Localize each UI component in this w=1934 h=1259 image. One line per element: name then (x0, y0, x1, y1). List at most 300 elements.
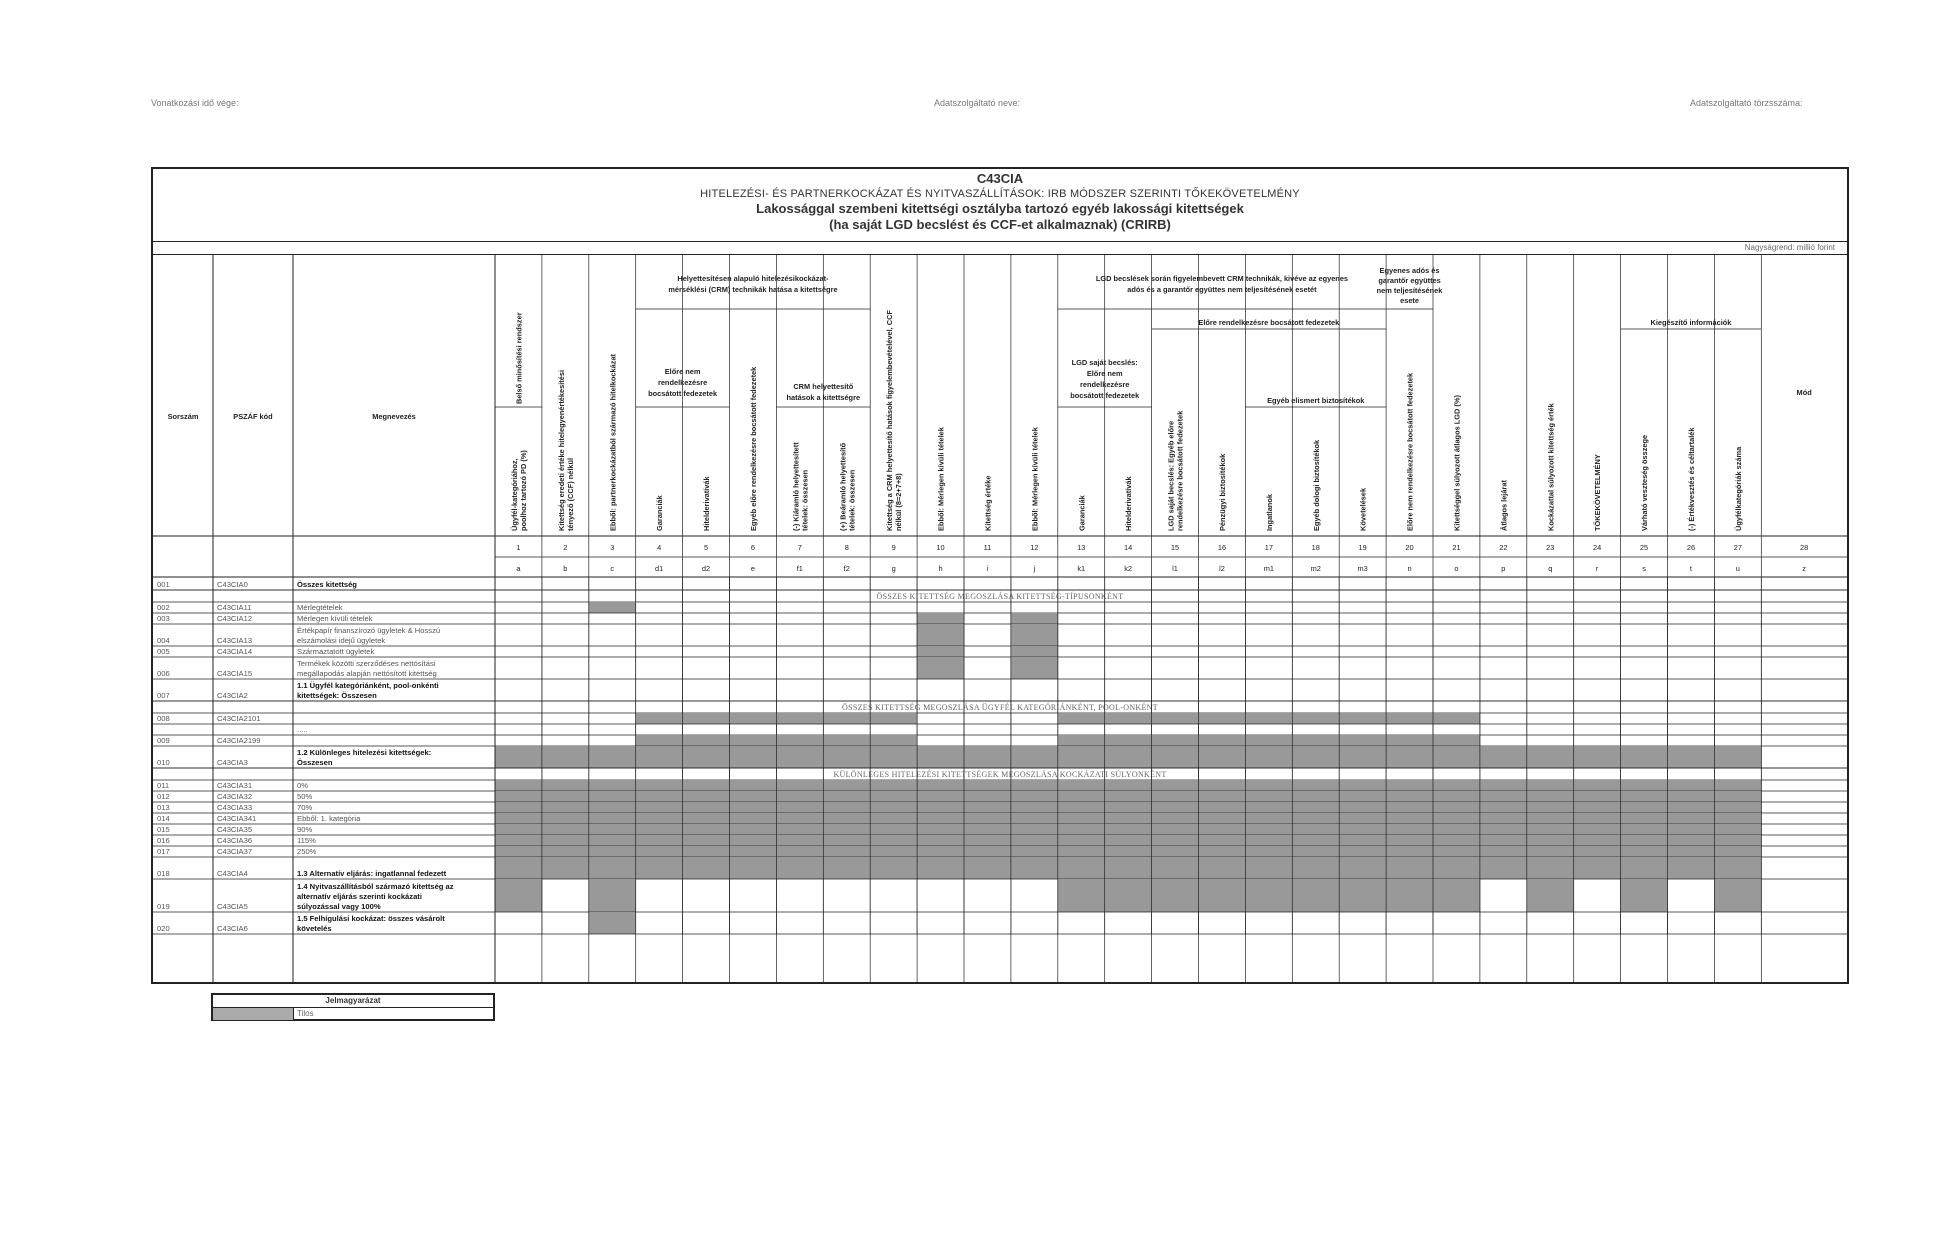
forbidden-cell (542, 791, 589, 802)
header-pszaf-kod: PSZÁF kód (233, 412, 273, 421)
forbidden-cell (1386, 802, 1433, 813)
forbidden-cell (1152, 846, 1199, 857)
row-number: 006 (157, 669, 170, 678)
forbidden-cell (823, 824, 870, 835)
forbidden-cell (1480, 791, 1527, 802)
forbidden-cell (730, 835, 777, 846)
forbidden-cell (636, 813, 683, 824)
forbidden-cell (1668, 824, 1715, 835)
forbidden-cell (1386, 735, 1433, 746)
column-letter: j (1033, 564, 1036, 573)
column-letter: q (1548, 564, 1553, 573)
forbidden-cell (730, 857, 777, 879)
form-title-line1: Lakossággal szembeni kitettségi osztályba tartozó egyéb lakossági kitettségek (756, 201, 1244, 216)
header-lgd-becslesek: adós és a garantőr együttes nem teljesítésének esetét (1127, 285, 1317, 294)
header-egyenes-ados: garantőr együttes (1378, 276, 1441, 285)
forbidden-cell (542, 824, 589, 835)
forbidden-cell (589, 791, 636, 802)
forbidden-cell (1199, 780, 1246, 791)
forbidden-cell (730, 824, 777, 835)
forbidden-cell (1105, 813, 1152, 824)
forbidden-cell (1011, 780, 1058, 791)
forbidden-cell (1433, 846, 1480, 857)
forbidden-cell (870, 802, 917, 813)
column-number: 24 (1593, 543, 1602, 552)
header-sorszam: Sorszám (167, 412, 199, 421)
forbidden-cell (1574, 802, 1621, 813)
row-code: C43CIA13 (217, 636, 253, 645)
header-egyeb-elismert: Egyéb elismert biztosítékok (1267, 396, 1365, 405)
forbidden-cell (917, 624, 964, 646)
forbidden-cell (917, 791, 964, 802)
column-number: 1 (516, 543, 521, 552)
row-name: alternatív eljárás szerinti kockázati (297, 892, 422, 901)
forbidden-cell (964, 813, 1011, 824)
column-label: Egyéb dologi biztosítékok (1311, 439, 1321, 531)
column-label: poolhoz tartozó PD (%) (518, 450, 528, 531)
section-title: ÖSSZES KITETTSÉG MEGOSZLÁSA ÜGYFÉL KATEGÓRIÁNKÉNT, POOL-ONKÉNT (842, 703, 1158, 712)
forbidden-cell (730, 846, 777, 857)
forbidden-cell (1339, 713, 1386, 724)
forbidden-cell (823, 780, 870, 791)
row-name: 1.4 Nyitvaszállításból származó kitettség az (297, 882, 454, 891)
forbidden-cell (495, 857, 542, 879)
forbidden-cell (1714, 813, 1761, 824)
forbidden-cell (730, 780, 777, 791)
header-elore-nem-1: bocsátott fedezetek (648, 389, 718, 398)
column-label: Ebből: Mérlegen kívüli tételek (936, 427, 946, 531)
forbidden-cell (1339, 824, 1386, 835)
row-code: C43CIA4 (217, 869, 248, 878)
report-form (151, 167, 1849, 984)
header-kiegeszito: Kiegészítő információk (1650, 318, 1732, 327)
column-letter: r (1595, 564, 1599, 573)
forbidden-cell (683, 857, 730, 879)
forbidden-cell (1339, 802, 1386, 813)
forbidden-cell (823, 846, 870, 857)
forbidden-cell (495, 746, 542, 768)
forbidden-cell (1058, 735, 1105, 746)
column-number: 2 (563, 543, 568, 552)
column-label: Hitelderivatívák (1124, 476, 1134, 531)
forbidden-cell (964, 802, 1011, 813)
row-code: C43CIA33 (217, 803, 253, 812)
legend-forbidden-swatch (213, 1008, 294, 1020)
forbidden-cell (683, 735, 730, 746)
forbidden-cell (1058, 791, 1105, 802)
forbidden-cell (964, 857, 1011, 879)
forbidden-cell (1058, 835, 1105, 846)
column-number: 13 (1077, 543, 1086, 552)
row-number: 002 (157, 603, 170, 612)
row-name: Ebből: 1. kategória (297, 814, 361, 823)
forbidden-cell (730, 813, 777, 824)
row-code: C43CIA2 (217, 691, 248, 700)
forbidden-cell (1292, 824, 1339, 835)
forbidden-cell (542, 802, 589, 813)
forbidden-cell (1105, 802, 1152, 813)
forbidden-cell (730, 713, 777, 724)
forbidden-cell (1433, 746, 1480, 768)
row-number: 019 (157, 902, 170, 911)
row-number: 011 (157, 781, 170, 790)
forbidden-cell (495, 824, 542, 835)
row-name: 1.1 Ügyfél kategóriánként, pool-onkénti (297, 681, 439, 690)
forbidden-cell (1105, 879, 1152, 912)
column-number: 14 (1124, 543, 1133, 552)
row-name: Összesen (297, 758, 333, 767)
forbidden-cell (964, 791, 1011, 802)
row-number: 017 (157, 847, 170, 856)
forbidden-cell (589, 857, 636, 879)
row-number: 014 (157, 814, 170, 823)
forbidden-cell (1245, 802, 1292, 813)
column-label: Garanciák (1077, 495, 1087, 531)
forbidden-cell (1152, 713, 1199, 724)
forbidden-cell (776, 857, 823, 879)
column-label: Kockázattal súlyozott kitettség érték (1546, 403, 1556, 531)
forbidden-cell (1292, 780, 1339, 791)
forbidden-cell (1433, 879, 1480, 912)
column-letter: p (1501, 564, 1506, 573)
column-number: 3 (610, 543, 615, 552)
forbidden-cell (730, 802, 777, 813)
column-number: 11 (983, 543, 992, 552)
forbidden-cell (683, 835, 730, 846)
forbidden-cell (1668, 780, 1715, 791)
forbidden-cell (1574, 813, 1621, 824)
header-helyettesitesi: Helyettesítésen alapuló hitelezésikockázat- (677, 274, 829, 283)
row-code: C43CIA36 (217, 836, 253, 845)
column-label: tényező (CCF) nélkül (565, 457, 575, 531)
row-code: C43CIA15 (217, 669, 253, 678)
forbidden-cell (683, 813, 730, 824)
column-label: Kitettség a CRM helyettesítő hatások figyelembevételével, CCF (885, 310, 895, 531)
forbidden-cell (683, 846, 730, 857)
forbidden-cell (1245, 735, 1292, 746)
forbidden-cell (683, 713, 730, 724)
column-letter: d1 (655, 564, 664, 573)
forbidden-cell (636, 846, 683, 857)
forbidden-cell (1574, 824, 1621, 835)
forbidden-cell (1386, 857, 1433, 879)
forbidden-cell (1292, 857, 1339, 879)
column-label: LGD saját becslés: Egyéb előre (1166, 420, 1176, 531)
row-name: elszámolási idejű ügyletek (297, 636, 386, 645)
forbidden-cell (1386, 780, 1433, 791)
forbidden-cell (776, 846, 823, 857)
forbidden-cell (1433, 713, 1480, 724)
form-title-line2: (ha saját LGD becslést és CCF-et alkalmaznak) (CRIRB) (829, 217, 1171, 232)
forbidden-cell (1152, 813, 1199, 824)
forbidden-cell (1292, 879, 1339, 912)
row-number: 010 (157, 758, 170, 767)
column-label: Ebből: Mérlegen kívüli tételek (1030, 427, 1040, 531)
column-label: Garanciák (655, 495, 665, 531)
column-letter: l1 (1172, 564, 1178, 573)
row-number: 004 (157, 636, 170, 645)
header-belso: Belső minősítési rendszer (514, 312, 524, 404)
row-code: C43CIA2101 (217, 714, 261, 723)
column-number: 6 (750, 543, 756, 552)
forbidden-cell (1011, 791, 1058, 802)
column-letter: g (891, 564, 896, 573)
forbidden-cell (1668, 813, 1715, 824)
forbidden-cell (823, 746, 870, 768)
forbidden-cell (1292, 813, 1339, 824)
forbidden-cell (1339, 857, 1386, 879)
forbidden-cell (917, 613, 964, 624)
row-name: Termékek közötti szerződéses nettósítási (297, 659, 436, 668)
row-name: 1.5 Felhígulási kockázat: összes vásárolt (297, 914, 445, 923)
row-name: Értékpapír finanszírozó ügyletek & Hosszú (297, 626, 441, 635)
row-name: 0% (297, 781, 308, 790)
column-label: Követelések (1358, 487, 1368, 531)
forbidden-cell (1011, 824, 1058, 835)
forbidden-cell (1152, 735, 1199, 746)
row-name: Mérlegtételek (297, 603, 343, 612)
forbidden-cell (1339, 735, 1386, 746)
column-label: tételek: összesen (800, 469, 810, 531)
forbidden-cell (589, 835, 636, 846)
header-lgd-sajat: bocsátott fedezetek (1070, 391, 1140, 400)
column-label: Pénzügyi biztosítékok (1217, 453, 1227, 531)
provider-name-label: Adatszolgáltató neve: (934, 98, 1021, 108)
forbidden-cell (1668, 791, 1715, 802)
column-letter: i (986, 564, 989, 573)
forbidden-cell (636, 746, 683, 768)
column-letter: f2 (843, 564, 850, 573)
column-letter: l2 (1219, 564, 1225, 573)
forbidden-cell (1621, 857, 1668, 879)
column-number: 23 (1546, 543, 1555, 552)
forbidden-cell (1621, 824, 1668, 835)
forbidden-cell (1245, 824, 1292, 835)
header-lgd-sajat: LGD saját becslés: (1071, 358, 1138, 367)
forbidden-cell (1105, 846, 1152, 857)
forbidden-cell (1480, 802, 1527, 813)
forbidden-cell (730, 791, 777, 802)
column-label: Várható veszteség összege (1640, 434, 1650, 531)
header-elore-rendelkezes: Előre rendelkezésre bocsátott fedezetek (1198, 318, 1340, 327)
forbidden-cell (1339, 791, 1386, 802)
forbidden-cell (1199, 879, 1246, 912)
forbidden-cell (870, 735, 917, 746)
forbidden-cell (1714, 835, 1761, 846)
forbidden-cell (1574, 846, 1621, 857)
forbidden-cell (964, 835, 1011, 846)
row-code: C43CIA0 (217, 580, 248, 589)
forbidden-cell (870, 780, 917, 791)
forbidden-cell (1339, 746, 1386, 768)
forbidden-cell (683, 824, 730, 835)
section-title: KÜLÖNLEGES HITELEZÉSI KITETTSÉGEK MEGOSZLÁSA KOCKÁZATI SÚLYONKÉNT (833, 770, 1167, 779)
forbidden-cell (1199, 813, 1246, 824)
forbidden-cell (542, 857, 589, 879)
forbidden-cell (1152, 835, 1199, 846)
row-code: C43CIA31 (217, 781, 253, 790)
forbidden-cell (1011, 624, 1058, 646)
column-letter: k2 (1124, 564, 1133, 573)
row-name: ..... (297, 725, 308, 734)
row-name: 1.3 Alternatív eljárás: ingatlannal fedezett (297, 869, 447, 878)
forbidden-cell (1714, 846, 1761, 857)
row-name: 70% (297, 803, 313, 812)
report-grid (153, 169, 1847, 982)
row-name: 50% (297, 792, 313, 801)
row-code: C43CIA11 (217, 603, 252, 612)
column-letter: c (610, 564, 615, 573)
column-label: Ügyfél-kategóriához, (509, 458, 519, 531)
forbidden-cell (776, 746, 823, 768)
forbidden-cell (589, 802, 636, 813)
header-crm-helyettesito: CRM helyettesítő (793, 382, 854, 391)
forbidden-cell (1527, 846, 1574, 857)
column-letter: h (938, 564, 943, 573)
forbidden-cell (917, 657, 964, 679)
column-letter: f1 (796, 564, 803, 573)
column-label: Kitettség eredeti értéke hitelegyenértékesítési (556, 369, 566, 531)
forbidden-cell (776, 791, 823, 802)
forbidden-cell (1011, 746, 1058, 768)
forbidden-cell (1058, 857, 1105, 879)
forbidden-cell (964, 780, 1011, 791)
column-label: tételek: összesen (847, 469, 857, 531)
header-mod: Mód (1796, 388, 1812, 397)
forbidden-cell (1152, 857, 1199, 879)
row-number: 008 (157, 714, 170, 723)
forbidden-cell (870, 713, 917, 724)
forbidden-cell (1245, 780, 1292, 791)
forbidden-cell (1527, 791, 1574, 802)
forbidden-cell (1433, 735, 1480, 746)
forbidden-cell (1433, 802, 1480, 813)
forbidden-cell (1245, 746, 1292, 768)
forbidden-cell (1292, 735, 1339, 746)
column-label: Hitelderivatívák (702, 476, 712, 531)
row-number: 016 (157, 836, 170, 845)
forbidden-cell (1527, 879, 1574, 912)
header-crm-helyettesito: hatások a kitettségre (786, 393, 861, 402)
forbidden-cell (1621, 835, 1668, 846)
forbidden-cell (495, 791, 542, 802)
forbidden-cell (823, 857, 870, 879)
column-letter: e (750, 564, 756, 573)
forbidden-cell (1574, 780, 1621, 791)
forbidden-cell (1433, 857, 1480, 879)
forbidden-cell (1199, 857, 1246, 879)
forbidden-cell (1480, 780, 1527, 791)
forbidden-cell (1105, 857, 1152, 879)
forbidden-cell (917, 846, 964, 857)
forbidden-cell (776, 835, 823, 846)
forbidden-cell (1292, 846, 1339, 857)
forbidden-cell (636, 802, 683, 813)
legend-forbidden-label: Tilos (297, 1009, 314, 1018)
row-number: 007 (157, 691, 170, 700)
form-subtitle: HITELEZÉSI- ÉS PARTNERKOCKÁZAT ÉS NYITVASZÁLLÍTÁSOK: IRB MÓDSZER SZERINTI TŐKEKÖVETELMÉNY (700, 188, 1300, 200)
forbidden-cell (1105, 735, 1152, 746)
forbidden-cell (542, 835, 589, 846)
forbidden-cell (1105, 835, 1152, 846)
row-number: 009 (157, 736, 170, 745)
provider-id-label: Adatszolgáltató törzsszáma: (1690, 98, 1803, 108)
forbidden-cell (1668, 857, 1715, 879)
forbidden-cell (1105, 824, 1152, 835)
forbidden-cell (1386, 713, 1433, 724)
forbidden-cell (870, 824, 917, 835)
column-letter: k1 (1077, 564, 1086, 573)
column-letter: d2 (701, 564, 711, 573)
forbidden-cell (776, 802, 823, 813)
forbidden-cell (495, 802, 542, 813)
forbidden-cell (917, 857, 964, 879)
row-name: követelés (297, 924, 332, 933)
row-code: C43CIA341 (217, 814, 257, 823)
column-letter: m2 (1310, 564, 1321, 573)
forbidden-cell (636, 857, 683, 879)
column-number: 7 (797, 543, 802, 552)
row-code: C43CIA14 (217, 647, 253, 656)
forbidden-cell (1199, 746, 1246, 768)
row-number: 005 (157, 647, 170, 656)
column-label: (-) Értékvesztés és céltartalék (1686, 427, 1696, 531)
column-letter: a (516, 564, 521, 573)
forbidden-cell (1714, 802, 1761, 813)
forbidden-cell (1058, 746, 1105, 768)
column-number: 18 (1311, 543, 1320, 552)
forbidden-cell (1199, 846, 1246, 857)
forbidden-cell (1714, 746, 1761, 768)
forbidden-cell (776, 735, 823, 746)
forbidden-cell (1058, 879, 1105, 912)
header-elore-nem-1: Előre nem (664, 367, 701, 376)
column-number: 9 (891, 543, 896, 552)
forbidden-cell (730, 746, 777, 768)
forbidden-cell (1105, 746, 1152, 768)
forbidden-cell (1714, 857, 1761, 879)
forbidden-cell (683, 791, 730, 802)
forbidden-cell (1152, 879, 1199, 912)
row-name: Összes kitettség (297, 580, 357, 589)
form-code: C43CIA (976, 171, 1024, 186)
column-number: 15 (1170, 543, 1180, 552)
column-number: 21 (1452, 543, 1461, 552)
forbidden-cell (1245, 791, 1292, 802)
forbidden-cell (1574, 857, 1621, 879)
forbidden-cell (1386, 813, 1433, 824)
forbidden-cell (1339, 813, 1386, 824)
forbidden-cell (1480, 857, 1527, 879)
forbidden-cell (823, 802, 870, 813)
column-number: 20 (1405, 543, 1414, 552)
forbidden-cell (589, 846, 636, 857)
column-number: 12 (1030, 543, 1039, 552)
forbidden-cell (1433, 780, 1480, 791)
column-label: Egyéb előre rendelkezésre bocsátott fedezetek (748, 366, 758, 531)
header-egyenes-ados: esete (1400, 296, 1420, 305)
header-helyettesitesi: mérséklési (CRM) technikák hatása a kitettségre (668, 285, 838, 294)
forbidden-cell (1527, 857, 1574, 879)
forbidden-cell (1199, 824, 1246, 835)
header-elore-nem-1: rendelkezésre (657, 378, 708, 387)
forbidden-cell (1292, 713, 1339, 724)
forbidden-cell (917, 746, 964, 768)
column-label: (-) Kiáramló helyettesített (791, 442, 801, 531)
forbidden-cell (1245, 857, 1292, 879)
forbidden-cell (1058, 824, 1105, 835)
forbidden-cell (1714, 824, 1761, 835)
